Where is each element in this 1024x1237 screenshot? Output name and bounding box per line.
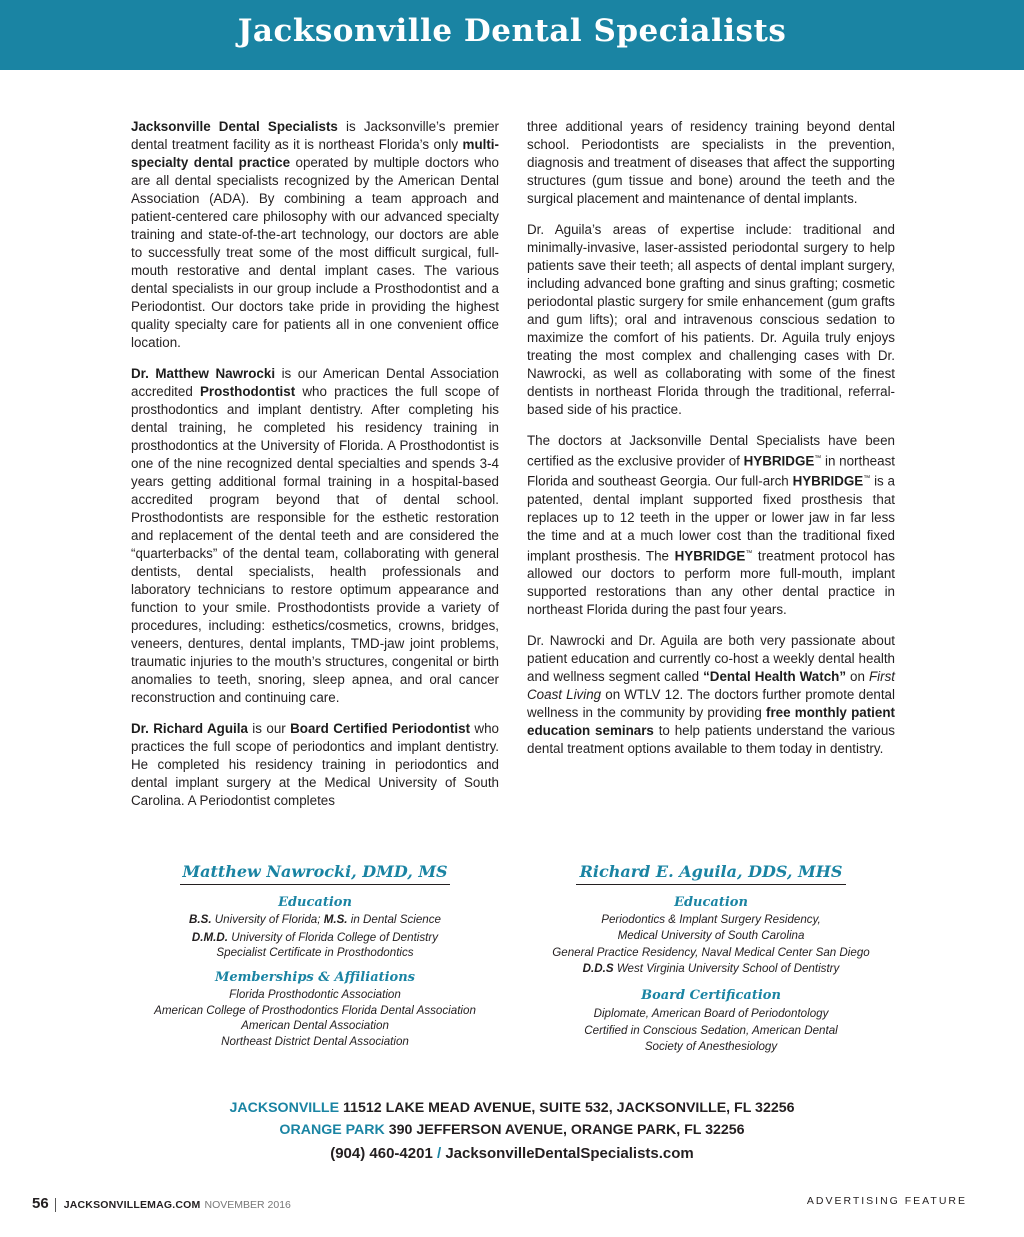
doctor-card-aguila [528, 864, 894, 1054]
city-label: JACKSONVILLE [229, 1100, 340, 1116]
aguila-paragraph [131, 720, 499, 810]
education-line [130, 930, 500, 946]
specialty-text: Prosthodontist [199, 384, 296, 399]
education-line [528, 961, 894, 977]
text-span: University of Florida; [211, 913, 324, 926]
doctor-name: Dr. Matthew Nawrocki [131, 366, 276, 381]
education-heading: Education [278, 894, 352, 910]
magazine-url: JACKSONVILLEMAG.COM [63, 1199, 201, 1211]
contact-line [0, 1145, 1024, 1162]
text-span: on WTLV 12. The doctors further promote dental wellness in the community by providing [527, 687, 895, 721]
doctor-card-name: Richard E. Aguila, DDS, MHS [576, 864, 846, 885]
education-line: General Practice Residency, Naval Medical Center San Diego [552, 946, 870, 959]
seminar-text: free monthly patient education seminars [527, 705, 895, 739]
periodontist-paragraph: three additional years of residency training beyond dental school. Periodontists are specialists in the prevention, diagnosis and treatment of diseases that affect the supporting structures (gum tissue and bone) around the teeth and the surgical placement and maintenance of dental implants. [527, 119, 895, 206]
memberships-heading: Memberships & Affiliations [215, 969, 415, 985]
footer [32, 1195, 291, 1212]
education-line: Medical University of South Carolina [617, 928, 805, 942]
practice-name: Jacksonville Dental Specialists [131, 119, 338, 134]
brand-text: HYBRIDGE [743, 453, 815, 469]
trademark-symbol: ™ [745, 549, 753, 557]
text-span: is our American Dental Association accredited [131, 366, 500, 399]
phone-number[interactable]: (904) 460-4201 [330, 1145, 433, 1162]
specialty-text: Board Certified Periodontist [290, 721, 471, 736]
membership-item: Florida Prosthodontic Association [229, 988, 401, 1001]
board-line: Certified in Conscious Sedation, American Dental [584, 1024, 838, 1037]
advertising-label: ADVERTISING FEATURE [806, 1195, 967, 1207]
footer-divider [55, 1198, 56, 1212]
board-line: Diplomate, American Board of Periodontology [593, 1006, 829, 1020]
expertise-paragraph: Dr. Aguila’s areas of expertise include: traditional and minimally-invasive, laser-assisted periodontal surgery to help patients save their teeth; all aspects of dental implant surgery, including advanced bone grafting and sinus grafting; cosmetic periodontal plastic surgery for smile enhancement (gum grafts and gum lifts); oral and intravenous conscious sedation to maximize the comfort of his patients. Dr. Aguila truly enjoys treating the most complex and challenging cases with Dr. Nawrocki, as well as collaborating with some of the finest dentists in northeast Florida through the traditional, referral-based side of his practice. [527, 222, 895, 417]
left-column [131, 118, 499, 823]
text-span: who practices the full scope of periodontics and implant dentistry. He completed his residency training in periodontics and dental implant surgery at the Medical University of South Carolina. A Periodontist completes [131, 721, 499, 808]
text-span: on [846, 669, 869, 685]
brand-text: HYBRIDGE [674, 548, 746, 564]
address-jacksonville [0, 1100, 1024, 1116]
education-paragraph [527, 632, 895, 758]
address-text: 390 JEFFERSON AVENUE, ORANGE PARK, FL 32256 [384, 1122, 745, 1138]
text-span: is our [247, 721, 291, 736]
right-column [527, 118, 895, 771]
text-span: to help patients understand the various dental treatment options available to them today in dentistry. [527, 723, 895, 757]
hybridge-paragraph [527, 432, 895, 619]
education-line [130, 912, 500, 928]
text-span: is a patented, dental implant supported fixed prosthesis that replaces up to 12 teeth in the upper or lower jaw in far less the time and at a much lower cost than the traditional fixed implant prosthesis. The [527, 473, 896, 564]
address-orange-park [0, 1122, 1024, 1138]
degree: M.S. [323, 913, 348, 926]
text-span: is Jacksonville’s premier dental treatment facility as it is northeast Florida’s only [131, 119, 500, 152]
membership-item: American Dental Association [241, 1019, 389, 1032]
board-heading: Board Certification [641, 988, 781, 1003]
board-line: Society of Anesthesiology [644, 1039, 778, 1053]
text-span: Dr. Nawrocki and Dr. Aguila are both very passionate about patient education and currently co-host a weekly dental health and wellness segment called [527, 633, 895, 685]
separator: / [432, 1145, 446, 1162]
text-span: in Dental Science [347, 913, 441, 926]
degree: B.S. [189, 913, 212, 926]
text-span: who practices the full scope of prosthodontics and implant dentistry. After completing his dental training, he completed his residency training in prosthodontics at the University of Florida. A Prosthodontist is one of the nine recognized dental specialties and spends 3-4 years getting additional formal training in a hospital-based accredited program beyond that of dental school. Prosthodontists are responsible for the esthetic restoration and replacement of the dental teeth and are considered the “quarterbacks” of the dental team, collaborating with general dentists, dental specialists, health professionals and laboratory technicians to restore optimum appearance and function to your smile. Prosthodontists provide a variety of procedures, including: esthetics/cosmetics, crowns, bridges, veneers, dentures, dental implants, TMD-jaw joint problems, traumatic injuries to the mouth’s structures, congenital or birth anomalies to teeth, snoring, sleep apnea, and oral cancer reconstruction and continuing care. [131, 384, 499, 705]
membership-item: Northeast District Dental Association [221, 1034, 409, 1048]
brand-text: HYBRIDGE [792, 473, 864, 489]
website-link[interactable]: JacksonvilleDentalSpecialists.com [445, 1145, 694, 1162]
doctor-name: Dr. Richard Aguila [131, 721, 248, 736]
emphasis-text: multi-specialty dental practice [131, 137, 499, 170]
degree: D.M.D. [191, 930, 228, 944]
text-span: in northeast Florida and southeast Georgia. Our full-arch [527, 453, 895, 489]
issue-date: NOVEMBER 2016 [204, 1199, 291, 1211]
education-heading: Education [674, 894, 748, 910]
trademark-symbol: ™ [863, 475, 871, 483]
text-span: operated by multiple doctors who are all dental specialists recognized by the American Dental Association (ADA). By combining a team approach and patient-centered care philosophy with our advanced specialty training and state-of-the-art technology, our doctors are able to successfully treat some of the most difficult surgical, full-mouth restorative and dental implant cases. The various dental specialists in our group include a Prosthodontist and a Periodontist. Our doctors take pride in providing the highest quality specialty care for patients all in one convenient office location. [131, 155, 499, 350]
doctor-card-name: Matthew Nawrocki, DMD, MS [180, 864, 450, 885]
page-title: Jacksonville Dental Specialists [237, 13, 787, 49]
text-span: treatment protocol has allowed our doctors to perform more full-mouth, implant supported restorations than any other dental practice in northeast Florida during the past four years. [527, 548, 895, 618]
header-banner [0, 0, 1024, 70]
city-label: ORANGE PARK [279, 1122, 385, 1138]
show-title: First Coast Living [527, 669, 895, 703]
text-span: West Virginia University School of Dentistry [613, 961, 840, 975]
page-number: 56 [32, 1195, 49, 1212]
nawrocki-paragraph [131, 365, 499, 707]
segment-title: “Dental Health Watch” [703, 669, 847, 685]
degree: D.D.S [582, 961, 614, 975]
text-span: University of Florida College of Dentistry [228, 930, 439, 944]
text-span: The doctors at Jacksonville Dental Specialists have been certified as the exclusive provider of [527, 433, 895, 469]
education-line: Periodontics & Implant Surgery Residency, [601, 913, 821, 926]
trademark-symbol: ™ [814, 455, 822, 462]
membership-item: American College of Prosthodontics Florida Dental Association [154, 1003, 476, 1017]
doctor-card-nawrocki [130, 864, 500, 1049]
intro-paragraph [131, 118, 499, 352]
education-line: Specialist Certificate in Prosthodontics [216, 946, 414, 959]
address-text: 11512 LAKE MEAD AVENUE, SUITE 532, JACKSONVILLE, FL 32256 [339, 1100, 795, 1116]
